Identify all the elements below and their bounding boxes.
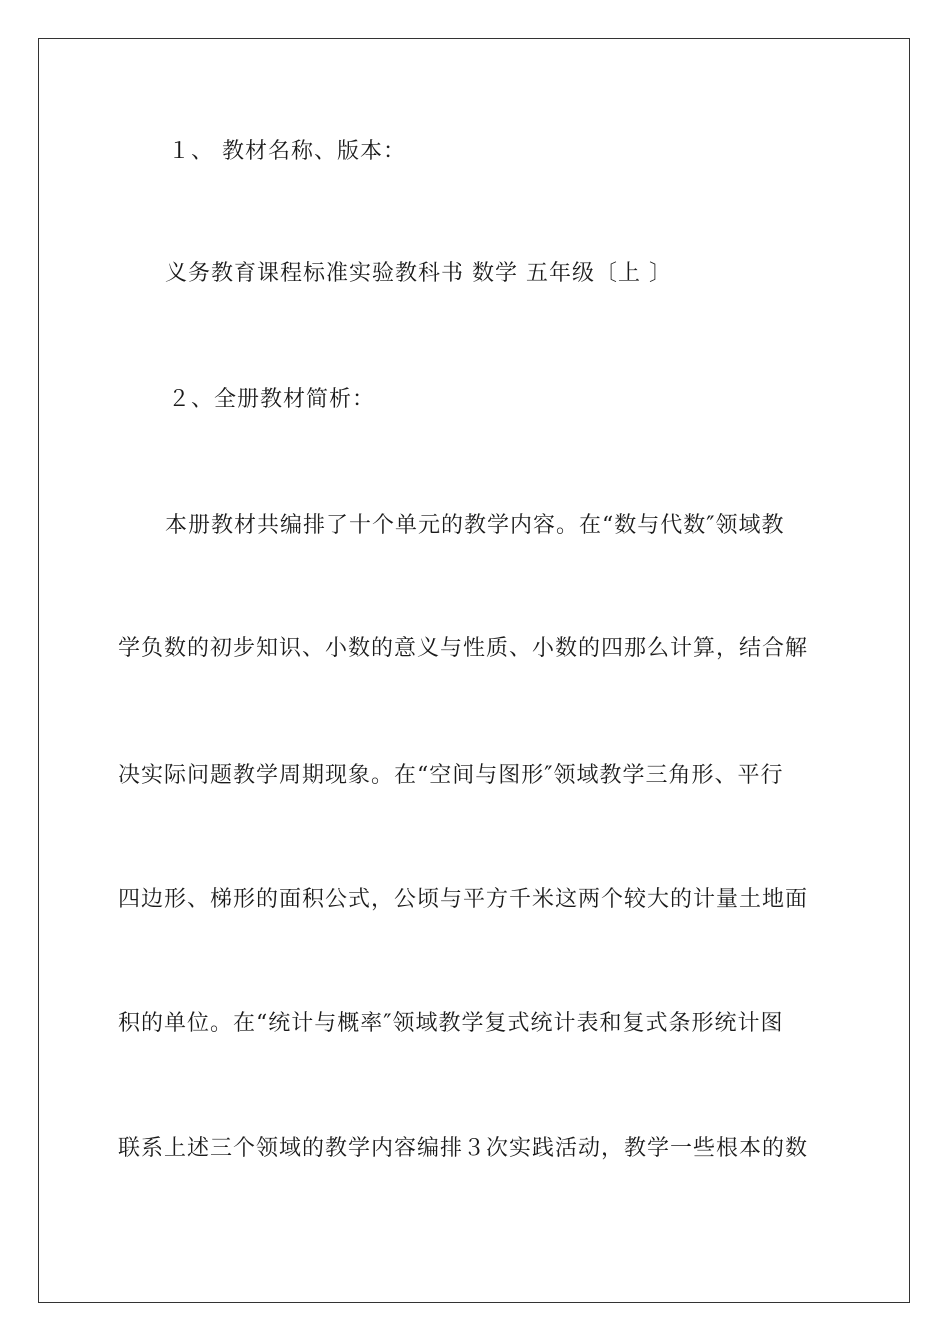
- paragraph-line: 四边形、梯形的面积公式，公顷与平方千米这两个较大的计量土地面: [118, 887, 809, 912]
- section-heading-analysis: ２、全册教材简析：: [168, 387, 376, 412]
- section-heading-textbook-name: １、 教材名称、版本：: [168, 139, 406, 164]
- paragraph-line: 本册教材共编排了十个单元的教学内容。在“数与代数″领域教: [165, 513, 785, 538]
- paragraph-line: 学负数的初步知识、小数的意义与性质、小数的四那么计算，结合解: [118, 636, 809, 661]
- textbook-title: 义务教育课程标准实验教科书 数学 五年级〔上 〕: [165, 261, 672, 286]
- paragraph-line: 积的单位。在“统计与概率″领域教学复式统计表和复式条形统计图: [118, 1011, 784, 1036]
- page-border: [38, 38, 910, 1303]
- paragraph-line: 决实际问题教学周期现象。在“空间与图形″领域教学三角形、平行: [118, 763, 784, 788]
- paragraph-line: 联系上述三个领域的教学内容编排３次实践活动，教学一些根本的数: [118, 1136, 809, 1161]
